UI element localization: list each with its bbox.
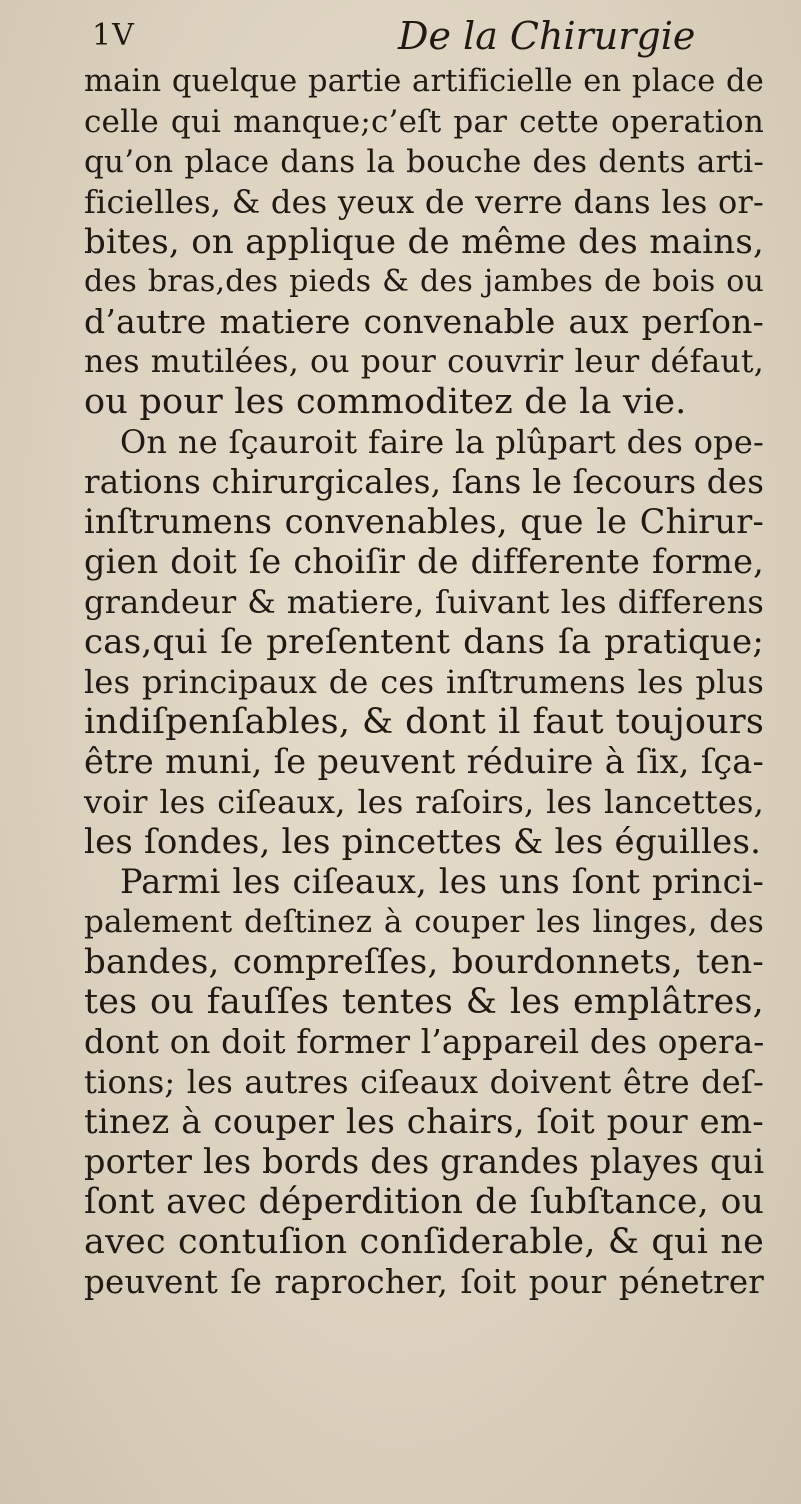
text-line: tions; les autres ciſeaux doivent être deſ- — [84, 1063, 764, 1101]
page-header — [0, 12, 801, 62]
text-line: bites, on applique de même des mains, — [84, 222, 764, 262]
text-line: dont on doit former l’appareil des opera- — [84, 1023, 765, 1061]
text-line: main quelque partie artificielle en place de — [84, 64, 764, 99]
text-line: tinez à couper les chairs, ſoit pour em- — [84, 1102, 764, 1142]
body-text — [84, 62, 764, 1302]
text-line: être muni, ſe peuvent réduire à ſix, ſça- — [84, 742, 764, 781]
text-line: les ſondes, les pincettes & les éguilles. — [84, 822, 762, 862]
text-line: tes ou fauſſes tentes & les emplâtres, — [84, 982, 764, 1022]
text-line: cas,qui ſe preſentent dans ſa pratique; — [84, 622, 764, 662]
text-line: ou pour les commoditez de la vie. — [84, 382, 687, 422]
text-line: avec contuſion conſiderable, & qui ne — [84, 1222, 764, 1262]
text-line: Parmi les ciſeaux, les uns ſont princi- — [120, 862, 764, 901]
text-line: peuvent ſe raprocher, ſoit pour pénetrer — [84, 1263, 764, 1301]
text-line: voir les ciſeaux, les raſoirs, les lancettes, — [84, 783, 764, 821]
text-line: On ne ſçauroit faire la plûpart des ope- — [120, 423, 764, 461]
text-line: des bras,des pieds & des jambes de bois ou — [84, 264, 764, 299]
text-line: bandes, compreſſes, bourdonnets, ten- — [84, 942, 764, 982]
text-line: inſtrumens convenables, que le Chirur- — [84, 502, 764, 541]
text-line: indiſpenſables, & dont il faut toujours — [84, 702, 764, 742]
text-line: les principaux de ces inſtrumens les plus — [84, 663, 764, 701]
text-line: grandeur & matiere, ſuivant les differens — [84, 583, 764, 621]
text-line: ficielles, & des yeux de verre dans les or- — [84, 183, 764, 221]
text-line: gien doit ſe choiſir de differente forme, — [84, 542, 764, 581]
text-line: porter les bords des grandes playes qui — [84, 1142, 765, 1181]
running-title: De la Chirurgie — [398, 14, 696, 58]
text-line: celle qui manque;c’eſt par cette operation — [84, 104, 764, 140]
text-line: ſont avec déperdition de ſubſtance, ou — [84, 1182, 764, 1222]
text-line: nes mutilées, ou pour couvrir leur défaut, — [84, 344, 764, 380]
text-line: qu’on place dans la bouche des dents arti- — [84, 144, 764, 180]
text-line: rations chirurgicales, ſans le ſecours des — [84, 463, 765, 501]
text-line: d’autre matiere convenable aux perſon- — [84, 302, 764, 341]
page-folio: 1V — [92, 18, 135, 53]
text-line: palement deſtinez à couper les linges, des — [84, 904, 764, 940]
